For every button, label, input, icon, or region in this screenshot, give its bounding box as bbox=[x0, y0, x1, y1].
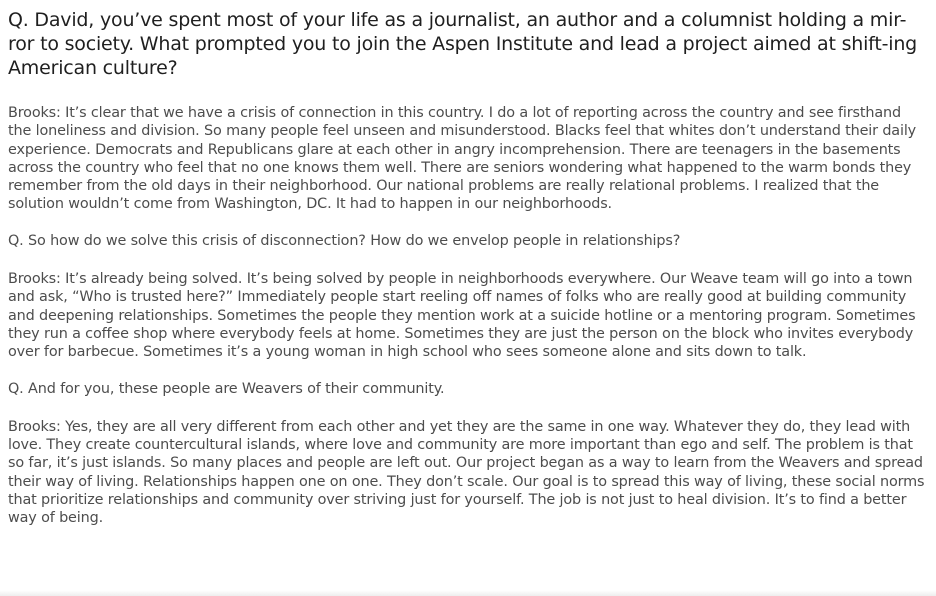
answer-paragraph-3: Brooks: Yes, they are all very different from each other and yet they are the same in one way. Whatever they do, they lead with love. They create countercultural islands, where love and community are more important than ego and self. The problem is that so far, it’s just islands. So many places and people are left out. Our project began as a way to learn from the Weavers and spread their way of living. Relationships happen one on one. They don’t scale. Our goal is to spread this way of living, these social norms that prioritize relationships and community over striving just for yourself. The job is not just to heal division. It’s to find a better way of being. bbox=[8, 418, 925, 527]
answer-paragraph-1: Brooks: It’s clear that we have a crisis of connection in this country. I do a lot of reporting across the country and see firsthand the loneliness and division. So many people feel unseen and misunderstood. Blacks feel that whites don’t understand their daily experience. Democrats and Republicans glare at each other in angry incomprehension. There are teenagers in the basements across the country who feel that no one knows them well. There are seniors wondering what happened to the warm bonds they remember from the old days in their neighborhood. Our national problems are really relational problems. I realized that the solution wouldn’t come from Washington, DC. It had to happen in our neighborhoods. bbox=[8, 105, 917, 213]
headline-question: Q. David, you’ve spent most of your life as a journalist, an author and a columnist holding a mir-ror to society. What prompted you to join the Aspen Institute and lead a project aimed at shift-ing American culture? bbox=[8, 9, 918, 79]
question-paragraph-2: Q. So how do we solve this crisis of disconnection? How do we envelop people in relationships? bbox=[8, 232, 681, 249]
answer-paragraph-2: Brooks: It’s already being solved. It’s being solved by people in neighborhoods everywhere. Our Weave team will go into a town and ask, “Who is trusted here?” Immediately people start reeling off names of folks who are really good at building community and deepening relationships. Sometimes the people they mention work at a suicide hotline or a mentoring program. Sometimes they run a coffee shop where everybody feels at home. Sometimes they are just the person on the block who invites everybody over for barbecue. Sometimes it’s a young woman in high school who sees someone alone and sits down to talk. bbox=[8, 271, 916, 361]
question-paragraph-3: Q. And for you, these people are Weavers of their community. bbox=[8, 380, 445, 397]
bottom-edge-fade bbox=[0, 590, 936, 596]
